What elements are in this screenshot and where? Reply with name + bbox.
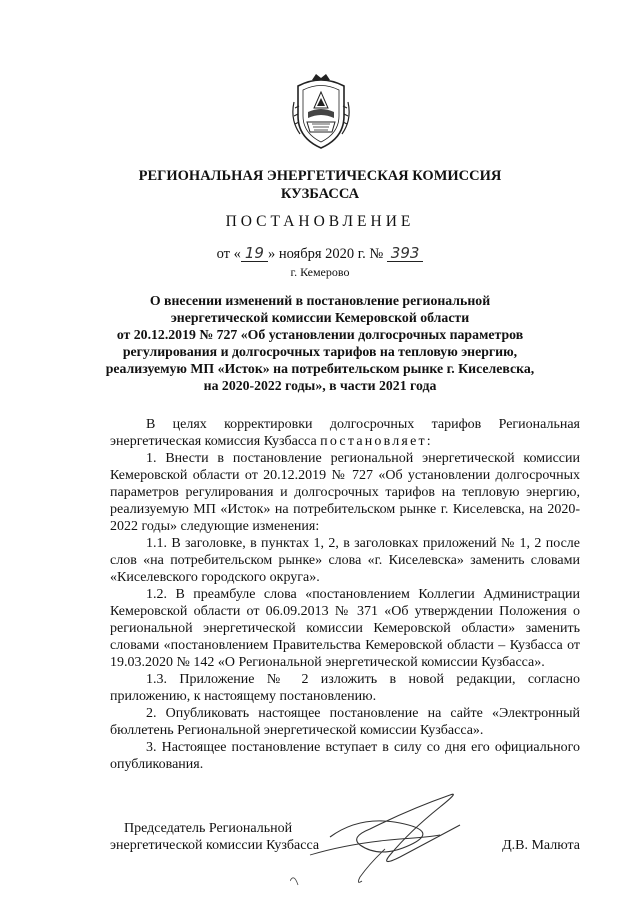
- handwritten-signature: [290, 785, 490, 895]
- date-prefix: от «: [216, 246, 241, 262]
- paragraph-1-3: 1.3. Приложение № 2 изложить в новой редакции, согласно приложению, к настоящему постановлению.: [110, 672, 580, 704]
- position-line2: энергетической комиссии Кузбасса: [110, 838, 320, 853]
- org-name-line2: КУЗБАССА: [280, 186, 360, 202]
- coat-of-arms-emblem: [290, 72, 352, 150]
- handwritten-day: 19: [241, 246, 268, 262]
- date-line: [0, 246, 640, 263]
- intro-text: В целях корректировки долгосрочных тарифов Региональная энергетическая комиссия Кузбасса: [110, 417, 580, 449]
- intro-paragraph: [110, 416, 580, 450]
- date-middle: » ноября 2020 г. №: [267, 246, 384, 262]
- paragraph-1: 1. Внести в постановление региональной энергетической комиссии Кемеровской области от 20.12.2019 № 727 «Об установлении долгосрочных параметров регулирования и долгосрочных тарифов на тепловую энергию, реализуемую МП «Исток» на потребительском рынке г. Киселевска, на 2020-2022 годы» следующие изменения:: [110, 451, 580, 534]
- paragraph-1-1: 1.1. В заголовке, в пунктах 1, 2, в заголовках приложений № 1, 2 после слов «на потребительском рынке» слова «г. Киселевска» заменить словами «Киселевского городского округа».: [110, 536, 580, 585]
- paragraph-3: 3. Настоящее постановление вступает в силу со дня его официального опубликования.: [110, 740, 580, 772]
- document-body: [110, 416, 580, 773]
- paragraph-1-2: 1.2. В преамбуле слова «постановлением Коллегии Администрации Кемеровской области от 06.09.2013 № 371 «Об утверждении Положения о региональной энергетической комиссии Кемеровской области» заменить словами «постановлением Правительства Кемеровской области – Кузбасса от 19.03.2020 № 142 «О Региональной энергетической комиссии Кузбасса».: [110, 587, 580, 670]
- position-line1: Председатель Региональной: [124, 821, 293, 836]
- document-type: ПОСТАНОВЛЕНИЕ: [225, 213, 415, 230]
- title-line: от 20.12.2019 № 727 «Об установлении долгосрочных параметров: [116, 327, 524, 342]
- title-line: регулирования и долгосрочных тарифов на тепловую энергию,: [122, 344, 518, 359]
- title-line: энергетической комиссии Кемеровской области: [170, 310, 470, 325]
- intro-decree-word: постановляет:: [320, 434, 433, 449]
- signatory-position: [110, 820, 319, 854]
- signatory-name: Д.В. Малюта: [502, 838, 580, 853]
- city: г. Кемерово: [290, 265, 350, 279]
- title-line: на 2020-2022 годы», в части 2021 года: [203, 378, 437, 393]
- paragraph-2: 2. Опубликовать настоящее постановление на сайте «Электронный бюллетень Региональной энергетической комиссии Кузбасса».: [110, 706, 580, 738]
- document-title: [90, 292, 550, 394]
- handwritten-number: 393: [387, 246, 424, 262]
- org-name-line1: РЕГИОНАЛЬНАЯ ЭНЕРГЕТИЧЕСКАЯ КОМИССИЯ: [138, 168, 502, 184]
- title-line: О внесении изменений в постановление региональной: [149, 293, 491, 308]
- title-line: реализуемую МП «Исток» на потребительском рынке г. Киселевска,: [105, 361, 535, 376]
